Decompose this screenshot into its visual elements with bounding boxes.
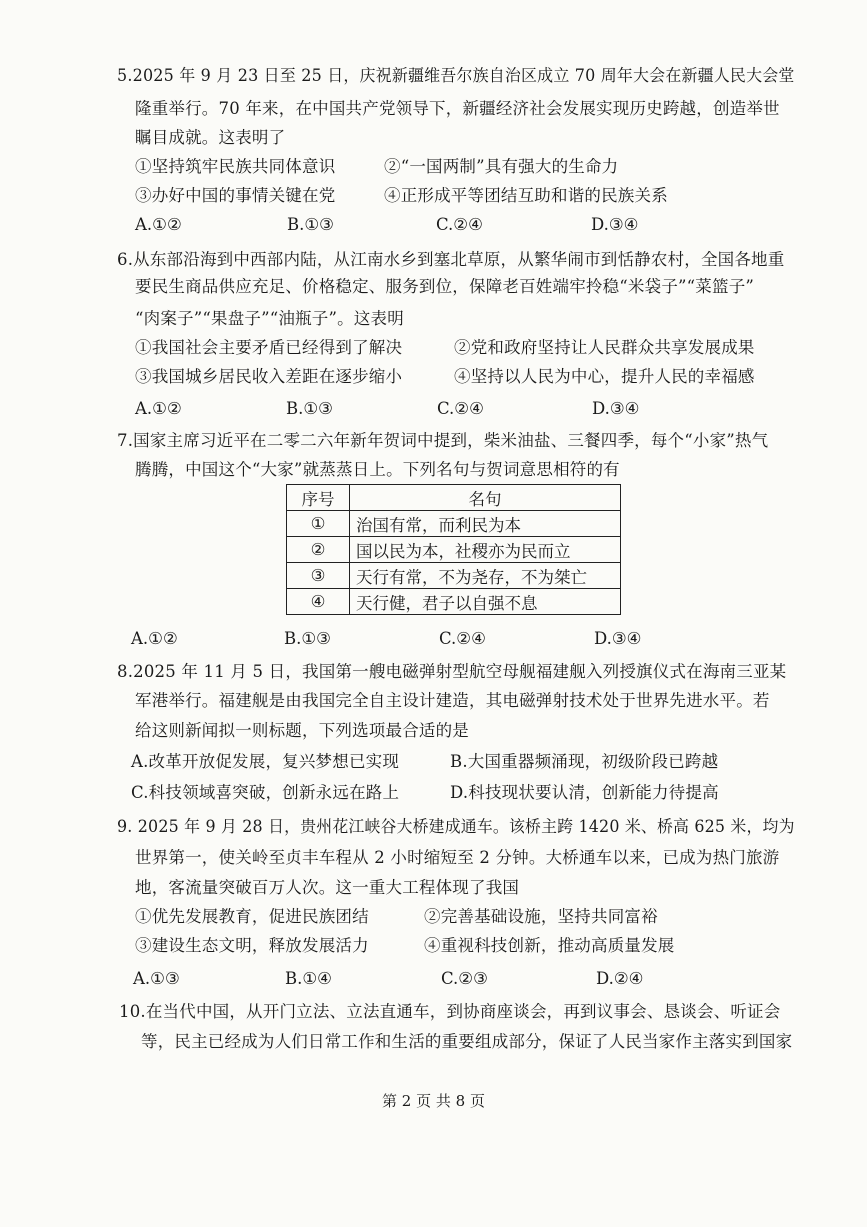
q8-option-a: A.改革开放促发展，复兴梦想已实现 [131,752,400,771]
q6-statement-3: ③我国城乡居民收入差距在逐步缩小 [135,367,403,386]
row-number: ④ [287,589,350,615]
row-quote: 治国有常，而利民为本 [350,511,621,537]
q6-statement-2: ②党和政府坚持让人民群众共享发展成果 [454,338,755,357]
q9-statement-4: ④重视科技创新，推动高质量发展 [424,936,675,955]
q9-option-c: C.②③ [441,969,488,988]
q6-stem-line-3: “肉案子”“果盘子”“油瓶子”。这表明 [135,309,404,328]
q5-statement-4: ④正形成平等团结互助和谐的民族关系 [384,186,668,205]
q10-stem-line-2: 等，民主已经成为人们日常工作和生活的重要组成部分，保证了人民当家作主落实到国家 [141,1032,793,1051]
q7-option-a: A.①② [131,629,178,648]
q9-option-a: A.①③ [133,969,180,988]
row-number: ③ [287,563,350,589]
q7-stem-line-2: 腾腾，中国这个“大家”就蒸蒸日上。下列名句与贺词意思相符的有 [135,460,620,479]
q7-option-c: C.②④ [439,629,486,648]
q9-statement-2: ②完善基础设施，坚持共同富裕 [424,907,658,926]
row-quote: 天行健，君子以自强不息 [350,589,621,615]
q6-option-c: C.②④ [437,399,484,418]
q6-stem-line-1: 6.从东部沿海到中西部内陆，从江南水乡到塞北草原，从繁华闹市到恬静农村，全国各地重 [117,250,785,269]
q5-stem-line-3: 瞩目成就。这表明了 [135,128,286,147]
q8-option-c: C.科技领域喜突破，创新永远在路上 [131,783,400,802]
q9-option-d: D.②④ [596,969,644,988]
q5-option-b: B.①③ [287,215,334,234]
q8-option-d: D.科技现状要认清，创新能力待提高 [450,783,719,802]
column-header-quote: 名句 [350,485,621,511]
q7-option-b: B.①③ [284,629,331,648]
page-number-footer: 第 2 页 共 8 页 [382,1092,485,1110]
table-row [287,537,621,563]
q6-option-b: B.①③ [286,399,333,418]
q5-statement-1: ①坚持筑牢民族共同体意识 [135,157,336,176]
q6-option-d: D.③④ [592,399,640,418]
q9-stem-line-3: 地，客流量突破百万人次。这一重大工程体现了我国 [135,878,520,897]
table-header-row [287,485,621,511]
q7-stem-line-1: 7.国家主席习近平在二零二六年新年贺词中提到，柴米油盐、三餐四季，每个“小家”热气 [117,431,769,450]
table-row [287,511,621,537]
q6-option-a: A.①② [135,399,182,418]
table-row [287,589,621,615]
q5-stem-line-1: 5.2025 年 9 月 23 日至 25 日，庆祝新疆维吾尔族自治区成立 70 周年大会在新疆人民大会堂 [117,66,795,85]
q7-option-d: D.③④ [594,629,642,648]
q9-stem-line-2: 世界第一，使关岭至贞丰车程从 2 小时缩短至 2 分钟。大桥通车以来，已成为热门旅游 [135,848,780,867]
q5-option-d: D.③④ [591,215,639,234]
column-header-number: 序号 [287,485,350,511]
q5-statement-3: ③办好中国的事情关键在党 [135,186,336,205]
q5-statement-2: ②“一国两制”具有强大的生命力 [384,157,619,176]
quotes-table [286,484,621,615]
q6-statement-1: ①我国社会主要矛盾已经得到了解决 [135,338,403,357]
row-number: ② [287,537,350,563]
q8-stem-line-1: 8.2025 年 11 月 5 日，我国第一艘电磁弹射型航空母舰福建舰入列授旗仪式在海南三亚某 [117,662,787,681]
q9-statement-3: ③建设生态文明，释放发展活力 [135,936,369,955]
row-number: ① [287,511,350,537]
q9-stem-line-1: 9. 2025 年 9 月 28 日，贵州花江峡谷大桥建成通车。该桥主跨 1420 米、桥高 625 米，均为 [117,817,795,836]
q9-statement-1: ①优先发展教育，促进民族团结 [135,907,369,926]
q5-option-a: A.①② [135,215,182,234]
q6-statement-4: ④坚持以人民为中心，提升人民的幸福感 [454,367,755,386]
q8-option-b: B.大国重器频涌现，初级阶段已跨越 [450,752,719,771]
q5-option-c: C.②④ [436,215,483,234]
q5-stem-line-2: 隆重举行。70 年来，在中国共产党领导下，新疆经济社会发展实现历史跨越，创造举世 [135,99,780,118]
row-quote: 天行有常，不为尧存，不为桀亡 [350,563,621,589]
q9-option-b: B.①④ [285,969,332,988]
q8-stem-line-3: 给这则新闻拟一则标题，下列选项最合适的是 [135,721,469,740]
q8-stem-line-2: 军港举行。福建舰是由我国完全自主设计建造，其电磁弹射技术处于世界先进水平。若 [135,691,770,710]
q6-stem-line-2: 要民生商品供应充足、价格稳定、服务到位，保障老百姓端牢拎稳“米袋子”“菜篮子” [135,277,755,296]
table-row [287,563,621,589]
row-quote: 国以民为本，社稷亦为民而立 [350,537,621,563]
q10-stem-line-1: 10.在当代中国，从开门立法、立法直通车，到协商座谈会，再到议事会、恳谈会、听证会 [119,1002,781,1021]
